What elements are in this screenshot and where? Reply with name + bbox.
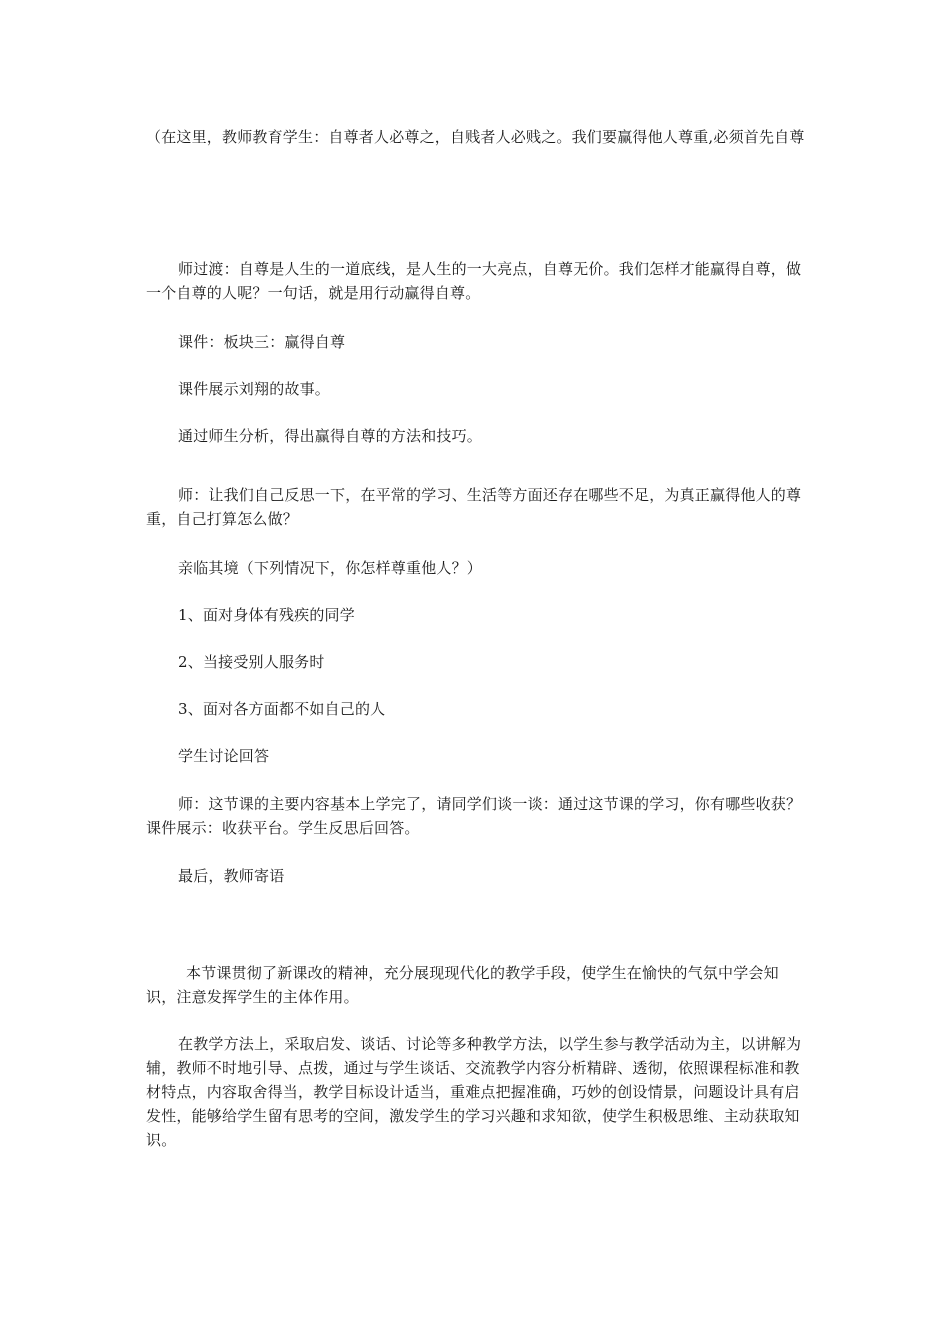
list-item-situation-1: 1、面对身体有残疾的同学 (178, 606, 355, 624)
paragraph-liuxiang-story: 课件展示刘翔的故事。 (178, 380, 331, 398)
paragraph-self-respect-note: （在这里，教师教育学生：自尊者人必尊之，自贱者人必贱之。我们要赢得他人尊重,必须首先自尊 (146, 128, 805, 146)
paragraph-lesson-reflection: 本节课贯彻了新课改的精神，充分展现现代化的教学手段，使学生在愉快的气氛中学会知识，注意发挥学生的主体作用。 (146, 964, 779, 1006)
paragraph-teaching-methods: 在教学方法上，采取启发、谈话、讨论等多种教学方法，以学生参与教学活动为主，以讲解为辅，教师不时地引导、点拨，通过与学生谈话、交流教学内容分析精辟、透彻，依照课程标准和教材特点，内容取舍得当，教学目标设计适当，重难点把握准确，巧妙的创设情景，问题设计具有启发性，能够给学生留有思考的空间，激发学生的学习兴趣和求知欲，使学生积极思维、主动获取知识。 (146, 1035, 802, 1149)
paragraph-summary-question: 师：这节课的主要内容基本上学完了，请同学们谈一谈：通过这节课的学习，你有哪些收获？课件展示：收获平台。学生反思后回答。 (146, 795, 802, 837)
paragraph-student-discussion: 学生讨论回答 (178, 747, 270, 765)
paragraph-teacher-transition: 师过渡：自尊是人生的一道底线，是人生的一大亮点，自尊无价。我们怎样才能赢得自尊，做一个自尊的人呢？一句话，就是用行动赢得自尊。 (146, 260, 802, 302)
paragraph-teacher-message: 最后，教师寄语 (178, 867, 285, 885)
list-item-situation-2: 2、当接受别人服务时 (178, 653, 325, 671)
paragraph-reflection: 师：让我们自己反思一下，在平常的学习、生活等方面还存在哪些不足，为真正赢得他人的尊重，自己打算怎么做？ (146, 486, 802, 528)
list-item-situation-3: 3、面对各方面都不如自己的人 (178, 700, 386, 718)
paragraph-courseware-section: 课件：板块三：赢得自尊 (178, 333, 346, 351)
paragraph-situation-heading: 亲临其境（下列情况下，你怎样尊重他人？） (178, 559, 483, 577)
paragraph-analysis: 通过师生分析，得出赢得自尊的方法和技巧。 (178, 427, 483, 445)
